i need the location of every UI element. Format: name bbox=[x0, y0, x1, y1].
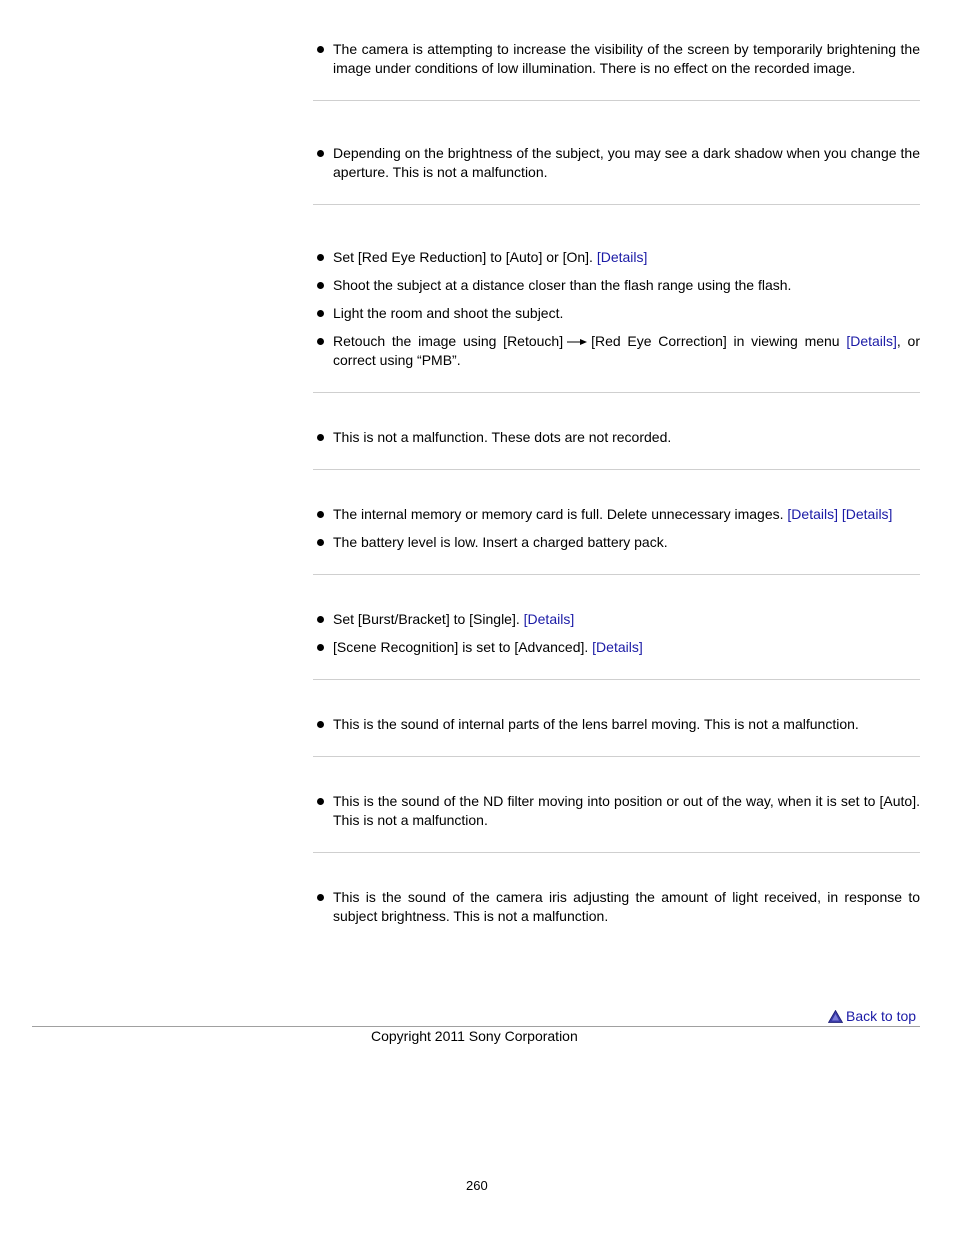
details-link[interactable]: [Details] bbox=[841, 506, 893, 522]
bullet-item bbox=[313, 248, 920, 267]
copyright-text: Copyright 2011 Sony Corporation bbox=[371, 1028, 578, 1044]
bullet-text: , or correct using “PMB”. bbox=[333, 333, 921, 368]
bullet-text: Retouch the image using [Retouch] bbox=[333, 333, 564, 349]
bullet-item bbox=[313, 40, 920, 78]
bullet-text: Shoot the subject at a distance closer than the flash range using the flash. bbox=[333, 277, 792, 293]
bullet-text: Light the room and shoot the subject. bbox=[333, 305, 564, 321]
troubleshooting-section bbox=[313, 853, 920, 948]
troubleshooting-section bbox=[313, 757, 920, 852]
bullet-list bbox=[313, 610, 920, 657]
bullet-text: This is the sound of the ND filter moving into position or out of the way, when it is set to [Auto]. This is not a malfunction. bbox=[333, 793, 920, 828]
bullet-text: Set [Red Eye Reduction] to [Auto] or [On]. bbox=[333, 249, 597, 265]
troubleshooting-section bbox=[313, 575, 920, 679]
troubleshooting-section bbox=[313, 470, 920, 574]
right-arrow-icon bbox=[567, 332, 587, 351]
bullet-list bbox=[313, 888, 920, 926]
details-link[interactable]: [Details] bbox=[523, 611, 575, 627]
bullet-list bbox=[313, 505, 920, 552]
back-to-top-link[interactable] bbox=[828, 1008, 916, 1024]
bullet-item bbox=[313, 610, 920, 629]
page-number: 260 bbox=[466, 1178, 488, 1193]
bullet-text: This is the sound of the camera iris adjusting the amount of light received, in response to subject brightness. This is not a malfunction. bbox=[333, 889, 920, 924]
bullet-item bbox=[313, 888, 920, 926]
bullet-list bbox=[313, 248, 920, 370]
details-link[interactable]: [Details] bbox=[596, 249, 648, 265]
bullet-item bbox=[313, 638, 920, 657]
bullet-item bbox=[313, 428, 920, 447]
troubleshooting-section bbox=[313, 30, 920, 100]
bullet-item bbox=[313, 505, 920, 524]
troubleshooting-section bbox=[313, 205, 920, 392]
bullet-item bbox=[313, 792, 920, 830]
bullet-text: The internal memory or memory card is full. Delete unnecessary images. bbox=[333, 506, 788, 522]
triangle-up-icon bbox=[828, 1010, 843, 1023]
bullet-item bbox=[313, 332, 920, 370]
bullet-text: The camera is attempting to increase the visibility of the screen by temporarily brightening the image under conditions of low illumination. There is no effect on the recorded image. bbox=[333, 41, 920, 76]
troubleshooting-section bbox=[313, 680, 920, 756]
bullet-list bbox=[313, 428, 920, 447]
bullet-text: [Red Eye Correction] in viewing menu bbox=[591, 333, 847, 349]
bullet-text: [Scene Recognition] is set to [Advanced]. bbox=[333, 639, 593, 655]
bullet-text: The battery level is low. Insert a charged battery pack. bbox=[333, 534, 668, 550]
bullet-item bbox=[313, 144, 920, 182]
bullet-list bbox=[313, 715, 920, 734]
bullet-item bbox=[313, 533, 920, 552]
bullet-item bbox=[313, 304, 920, 323]
details-link[interactable]: [Details] bbox=[592, 639, 643, 655]
bullet-list bbox=[313, 144, 920, 182]
bullet-item bbox=[313, 715, 920, 734]
bullet-text: This is not a malfunction. These dots are not recorded. bbox=[333, 429, 672, 445]
details-link[interactable]: [Details] bbox=[846, 333, 897, 349]
bullet-text: Depending on the brightness of the subject, you may see a dark shadow when you change the aperture. This is not a malfunction. bbox=[333, 145, 920, 180]
troubleshooting-section bbox=[313, 101, 920, 204]
back-to-top-label: Back to top bbox=[846, 1008, 917, 1024]
bullet-text: Set [Burst/Bracket] to [Single]. bbox=[333, 611, 524, 627]
details-link[interactable]: [Details] bbox=[787, 506, 838, 522]
bullet-text: This is the sound of internal parts of the lens barrel moving. This is not a malfunction. bbox=[333, 716, 859, 732]
bullet-item bbox=[313, 276, 920, 295]
troubleshooting-section bbox=[313, 393, 920, 469]
bullet-list bbox=[313, 40, 920, 78]
content-area bbox=[313, 30, 920, 948]
bullet-list bbox=[313, 792, 920, 830]
footer-divider bbox=[32, 1026, 920, 1027]
